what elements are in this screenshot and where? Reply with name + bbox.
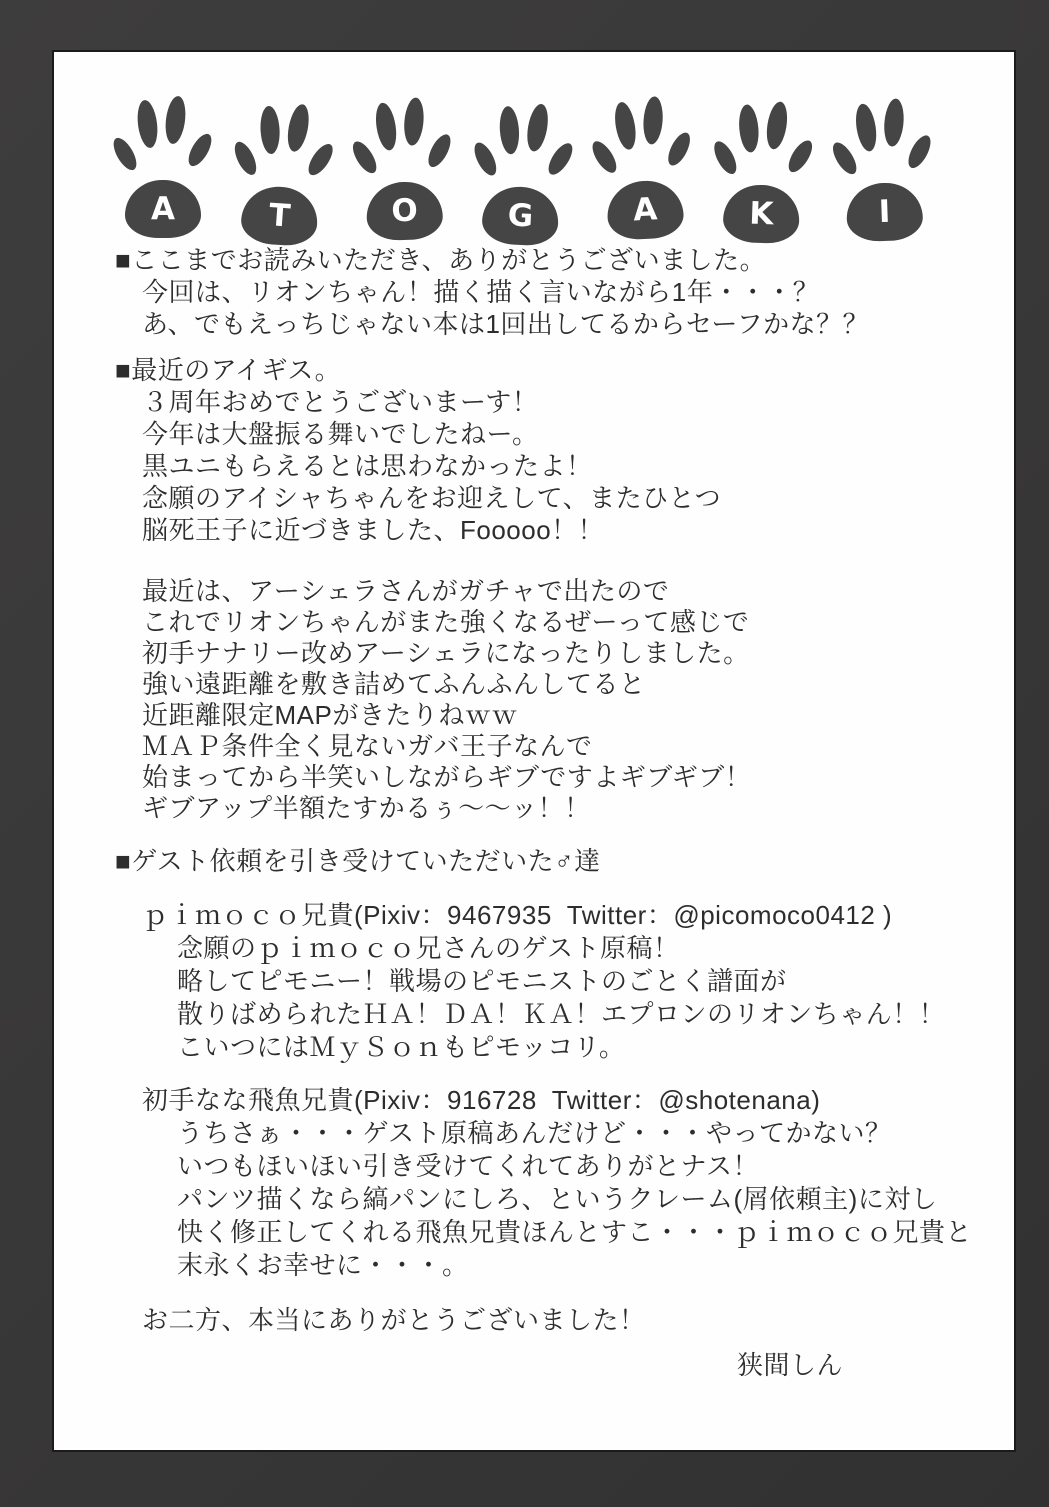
section-heading [115,354,721,386]
text-line: 散りばめられたＨＡ！ＤＡ！ＫＡ！エプロンのリオンちゃん！！ [177,999,946,1029]
text-line: 黒ユニもらえるとは思わなかったよ！ [142,451,593,481]
guest-name-line: 初手なな飛魚兄貴(Pixiv：916728 Twitter：@shotenana) [142,1085,821,1115]
paw-print [116,92,210,242]
text-line: お二方、本当にありがとうございました！ [142,1305,646,1335]
paw-toe-icon [284,103,312,154]
paw-toe-icon [737,104,760,153]
paw-toe-icon [163,95,188,145]
paw-toe-icon [402,97,425,146]
section-heading [115,244,869,276]
closing-thanks [142,1304,646,1336]
paw-print [472,97,574,252]
paw-print [353,92,452,245]
text-line: ＭＡＰ条件全く見ないガバ王子なんで [142,731,593,761]
paw-toe-icon [588,138,621,177]
text-line: 略してピモニー！戦場のピモニストのごとく譜面が [177,966,787,996]
paw-pad [125,180,201,238]
text-line: ギブアップ半額たすかるぅ～～ッ！！ [142,793,591,823]
section-bullet-icon: ■ [115,846,132,876]
text-line: いつもほいほい引き受けてくれてありがとナス！ [177,1151,759,1181]
paw-toe-icon [470,139,501,178]
text-line: 脳死王子に近づきました、Fooooo！！ [142,515,605,545]
paw-letter: O [390,192,419,230]
paw-pad [606,179,685,241]
aigis-heading-text: 最近のアイギス。 [131,355,342,385]
paw-toe-icon [764,100,790,150]
text-line: 今年は大盤振る舞いでしたねー。 [142,419,539,449]
text-line: 始まってから半笑いしながらギブですよギブギブ！ [142,762,752,792]
paw-toe-icon [664,129,695,168]
guest-nana [142,1084,972,1282]
guests-heading-text: ゲスト依頼を引き受けていただいた♂達 [131,846,601,876]
text-line: ３周年おめでとうございまーす！ [142,387,539,417]
section-intro [115,244,869,340]
paw-print [592,91,694,246]
paw-toe-icon [135,99,160,149]
paw-print [230,96,334,252]
paw-toe-icon [424,131,455,170]
text-line: パンツ描くなら縞パンにしろ、というクレーム(屑依頼主)に対し [177,1184,938,1214]
text-line: 近距離限定MAPがきたりねｗｗ [142,700,518,730]
paw-letter: A [632,191,659,229]
paw-toe-icon [828,139,861,178]
guest-name-line: ｐｉｍｏｃｏ兄貴(Pixiv：9467935 Twitter：@picomoco0412 ) [142,900,893,930]
paw-toe-icon [710,138,741,177]
paw-toe-icon [304,140,337,179]
text-line: 末永くお幸せに・・・。 [177,1250,469,1280]
section-aigis-news [115,354,721,546]
paw-toe-icon [259,106,280,155]
text-line: 初手ナナリー改めアーシェラになったりしました。 [142,638,750,668]
paw-pad [846,182,924,243]
paw-toe-icon [784,137,817,176]
paw-print [713,95,812,248]
guest-pimoco [142,899,945,1064]
paw-pad [481,185,560,247]
guest-section-heading [115,845,601,877]
paw-letter: A [151,191,175,227]
text-line: あ、でもえっちじゃない本は1回出してるからセーフかな？？ [142,309,870,339]
paw-letter: G [506,197,535,235]
section-bullet-icon: ■ [115,245,132,275]
paw-pad [722,184,800,245]
paw-toe-icon [544,139,577,178]
paw-letter: T [267,197,292,235]
paw-toe-icon [882,98,905,147]
section-recent-aigis [142,576,751,824]
author-signature [737,1349,843,1381]
text-line: 念願のアイシャちゃんをお迎えして、またひとつ [142,483,722,513]
paw-letter: K [748,195,774,233]
paw-toe-icon [109,134,141,173]
paw-pad [240,184,320,247]
paw-toe-icon [904,132,935,171]
atogaki-title [116,92,930,242]
paw-toe-icon [642,96,664,145]
atogaki-page [52,50,1016,1452]
text-line: 念願のｐｉｍｏｃｏ兄さんのゲスト原稿！ [177,933,680,963]
paw-toe-icon [612,101,639,152]
paw-toe-icon [853,102,879,152]
paw-toe-icon [348,138,381,177]
text-line: こいつにはＭｙＳｏｎもピモッコリ。 [177,1032,626,1062]
paw-toe-icon [230,139,260,178]
intro-heading-text: ここまでお読みいただき、ありがとうございました。 [131,245,767,275]
section-bullet-icon: ■ [115,355,132,385]
signature-text: 狭間しん [737,1350,844,1380]
paw-pad [366,181,444,242]
text-line: うちさぁ・・・ゲスト原稿あんだけど・・・やってかない？ [177,1118,892,1148]
text-line: 快く修正してくれる飛魚兄貴ほんとすこ・・・ｐｉｍｏｃｏ兄貴と [177,1217,973,1247]
paw-toe-icon [498,106,520,155]
paw-toe-icon [524,102,551,153]
paw-toe-icon [184,130,216,169]
paw-print [834,93,933,246]
paw-letter: I [878,193,891,231]
paw-toe-icon [373,101,399,151]
text-line: 強い遠距離を敷き詰めてふんふんしてると [142,669,646,699]
section-heading [115,845,601,877]
text-line: これでリオンちゃんがまた強くなるぜーって感じで [142,607,750,637]
text-line: 最近は、アーシェラさんがガチャで出たので [142,576,670,606]
text-line: 今回は、リオンちゃん！描く描く言いながら1年・・・？ [142,277,820,307]
